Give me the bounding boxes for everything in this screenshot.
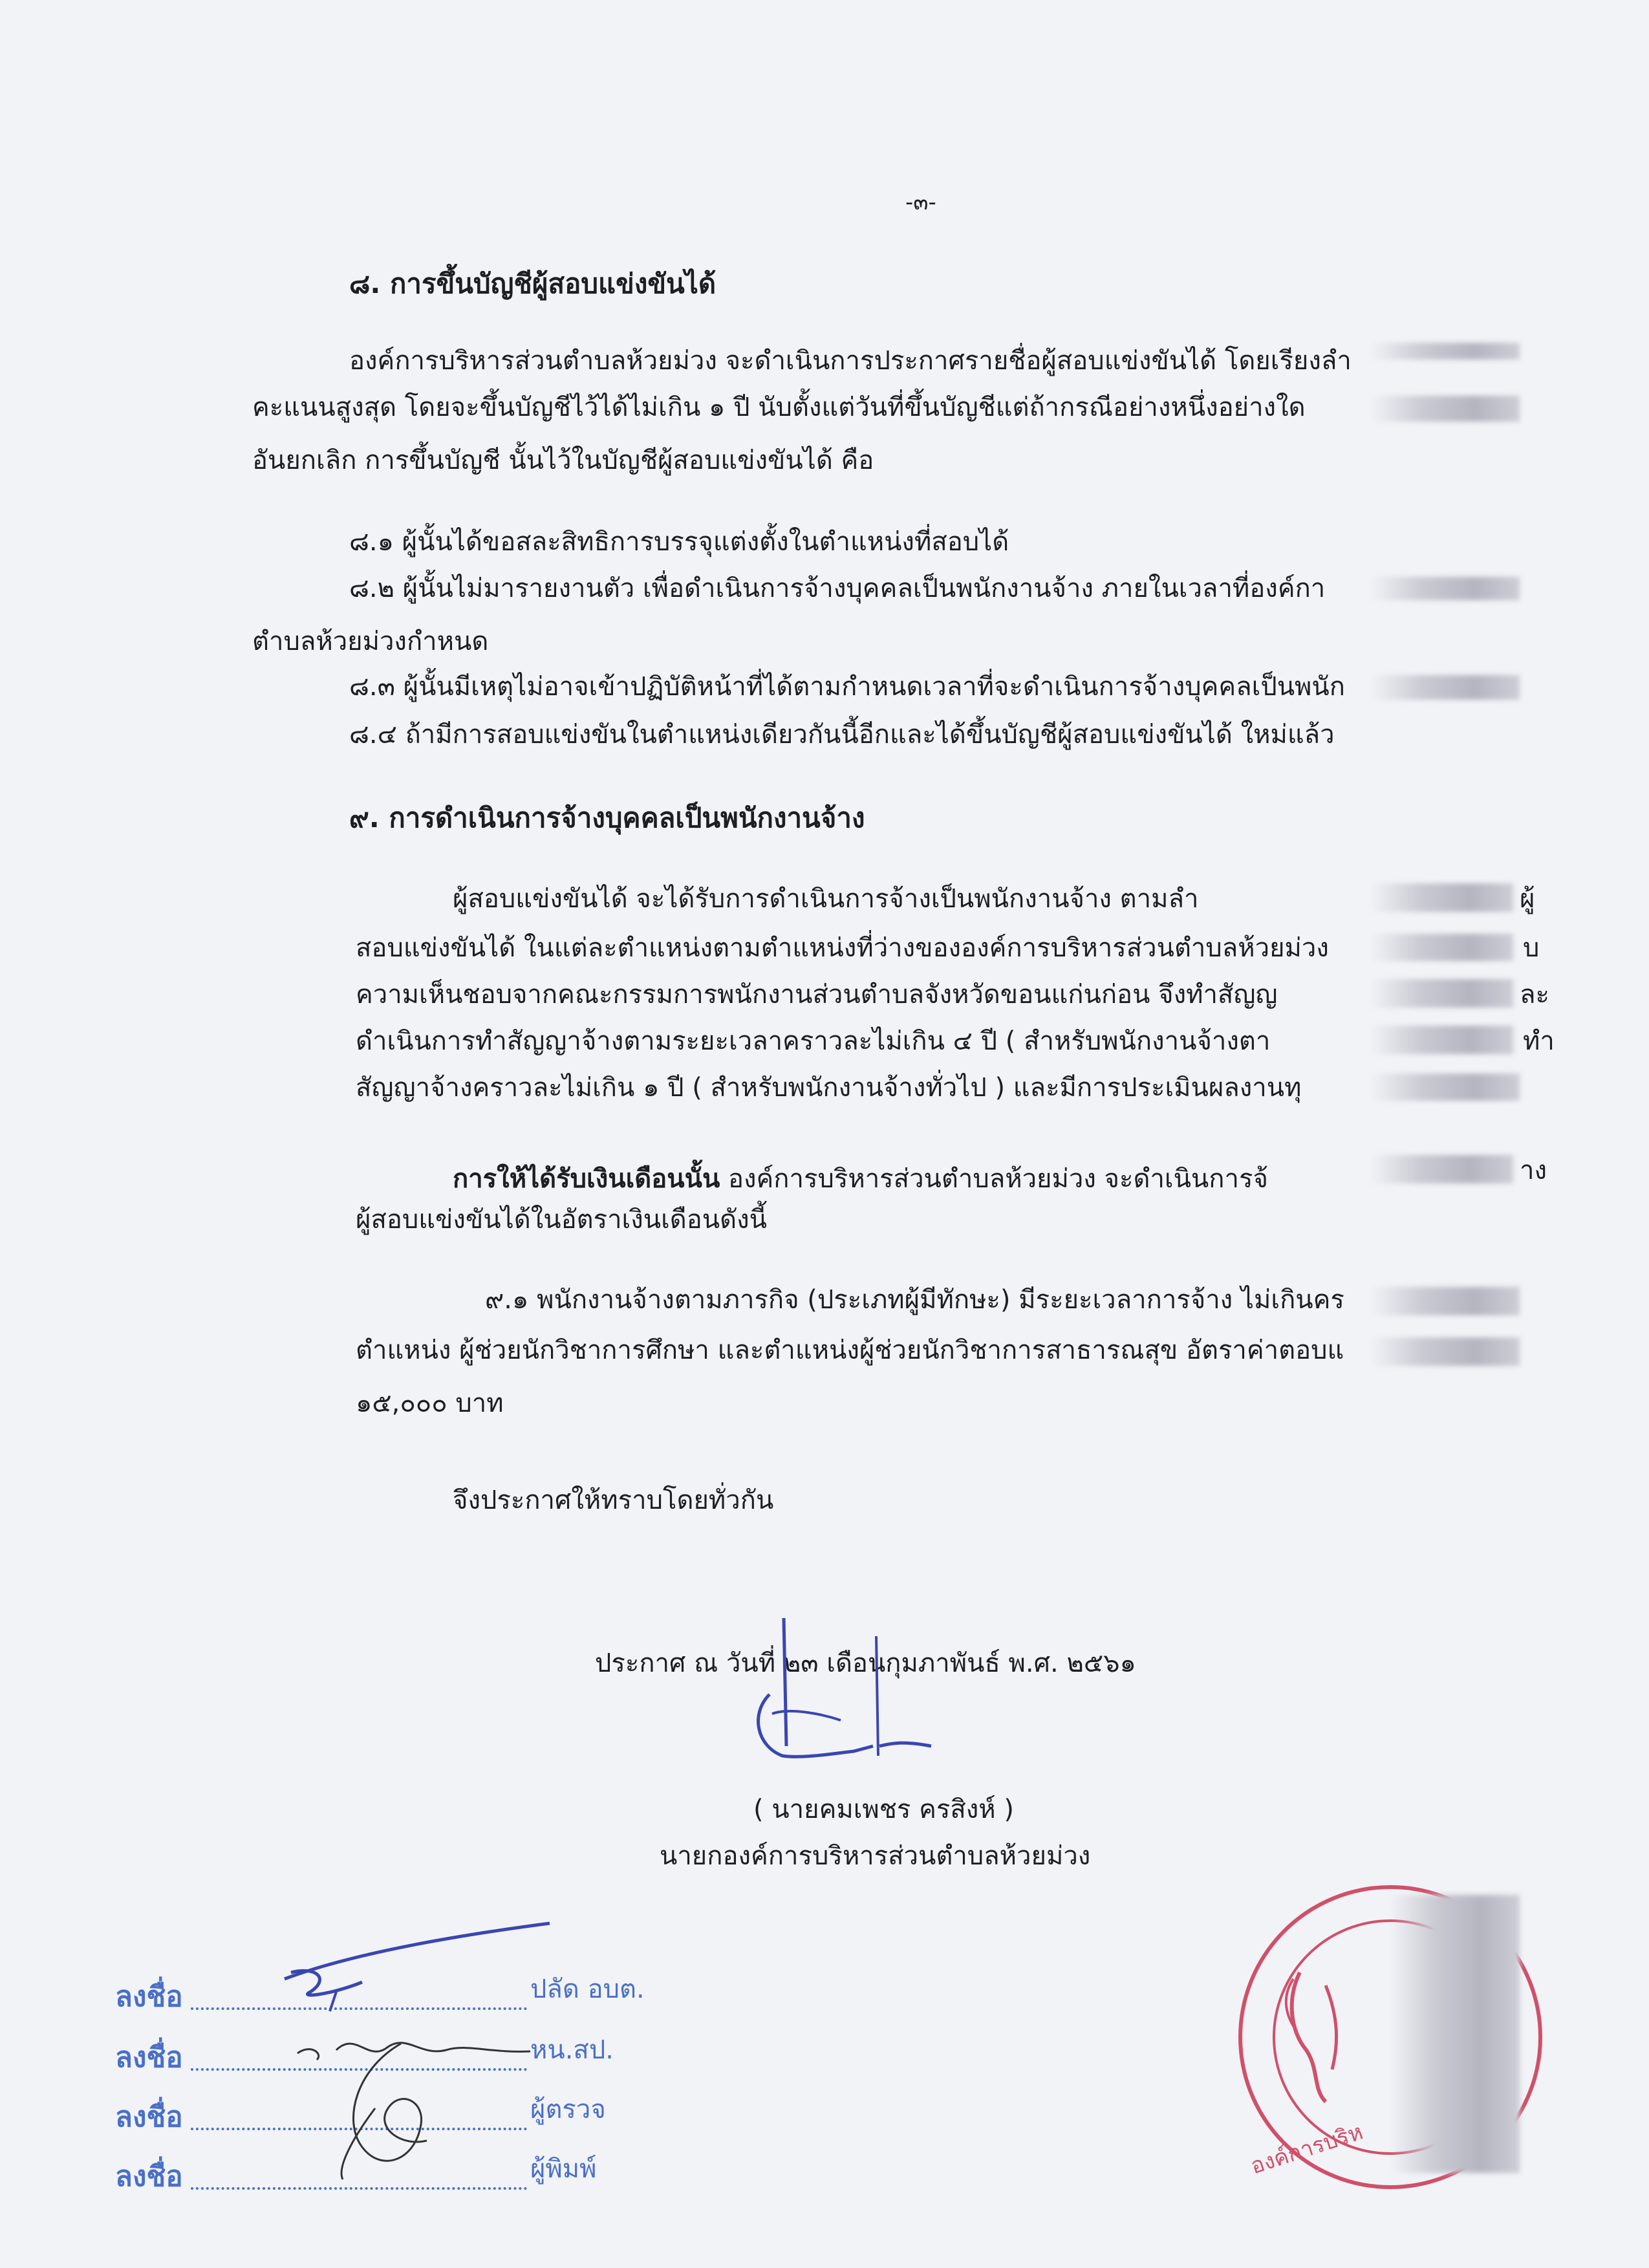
signer-title: นายกองค์การบริหารส่วนตำบลห้วยม่วง (660, 1841, 1091, 1871)
redaction-bar (1371, 1026, 1513, 1054)
salary-tail: าง (1520, 1156, 1547, 1185)
redaction-bar (1371, 1337, 1520, 1366)
section-9-para-line-4: ดำเนินการทำสัญญาจ้างตามระยะเวลาคราวละไม่เกิน ๔ ปี ( สำหรับพนักงานจ้างตา (356, 1026, 1271, 1056)
redaction-bar (1371, 577, 1520, 600)
sign-label: ลงชื่อ (115, 2160, 183, 2193)
section-9-heading: ๙. การดำเนินการจ้างบุคคลเป็นพนักงานจ้าง (349, 802, 865, 834)
sign-role: ปลัด อบต. (530, 1974, 645, 2004)
redaction-bar (1371, 1287, 1520, 1315)
section-8-heading: ๘. การขึ้นบัญชีผู้สอบแข่งขันได้ (349, 268, 717, 299)
seal-text: องค์การบริห (1247, 2119, 1366, 2180)
redaction-bar (1371, 343, 1520, 360)
redaction-bar (1371, 396, 1520, 422)
item-9-1-line-1: ๙.๑ พนักงานจ้างตามภารกิจ (ประเภทผู้มีทักษะ) มีระยะเวลาการจ้าง ไม่เกินคร (485, 1285, 1344, 1315)
section-8-item-3: ๘.๓ ผู้นั้นมีเหตุไม่อาจเข้าปฏิบัติหน้าที่ได้ตามกำหนดเวลาที่จะดำเนินการจ้างบุคคลเป็นพนัก (349, 672, 1345, 702)
section-9-para-line-2: สอบแข่งขันได้ ในแต่ละตำแหน่งตามตำแหน่งที่ว่างขององค์การบริหารส่วนตำบลห้วยม่วง (356, 933, 1329, 963)
section-8-para-line-1: องค์การบริหารส่วนตำบลห้วยม่วง จะดำเนินการประกาศรายชื่อผู้สอบแข่งขันได้ โดยเรียงลำ (349, 346, 1352, 376)
signer-name: ( นายคมเพชร ครสิงห์ ) (753, 1795, 1014, 1824)
section-8-item-1: ๘.๑ ผู้นั้นได้ขอสละสิทธิการบรรจุแต่งตั้งในตำแหน่งที่สอบได้ (349, 527, 1009, 557)
section-8-item-2: ๘.๒ ผู้นั้นไม่มารายงานตัว เพื่อดำเนินการจ้างบุคคลเป็นพนักงานจ้าง ภายในเวลาที่องค์กา (349, 574, 1326, 603)
section-9-para-line-1: ผู้สอบแข่งขันได้ จะได้รับการดำเนินการจ้างเป็นพนักงานจ้าง ตามลำ (453, 884, 1199, 914)
redaction-bar (1371, 979, 1513, 1008)
redaction-bar (1371, 1074, 1520, 1101)
item-9-1-line-3: ๑๕,๐๐๐ บาท (356, 1388, 504, 1418)
tail-2: บ (1523, 933, 1540, 963)
sign-role: ผู้ตรวจ (530, 2095, 606, 2124)
salary-bold: การให้ได้รับเงินเดือนนั้น (453, 1164, 720, 1194)
item-9-1-line-2: ตำแหน่ง ผู้ช่วยนักวิชาการศึกษา และตำแหน่งผู้ช่วยนักวิชาการสาธารณสุข อัตราค่าตอบแ (356, 1335, 1344, 1365)
tail-1: ผู้ (1520, 884, 1535, 914)
sign-role: ผู้พิมพ์ (530, 2154, 597, 2184)
salary-line-2: ผู้สอบแข่งขันได้ในอัตราเงินเดือนดังนี้ (356, 1205, 767, 1235)
section-8-item-2-cont: ตำบลห้วยม่วงกำหนด (252, 627, 489, 656)
signature-mark (744, 1617, 1015, 1798)
sign-label: ลงชื่อ (115, 1980, 183, 2013)
redaction-bar (1371, 934, 1513, 961)
section-9-para-line-5: สัญญาจ้างคราวละไม่เกิน ๑ ปี ( สำหรับพนักงานจ้างทั่วไป ) และมีการประเมินผลงานทุ (356, 1073, 1302, 1103)
page-number: -๓- (905, 189, 936, 215)
closing-text: จึงประกาศให้ทราบโดยทั่วกัน (453, 1485, 774, 1515)
section-9-para-line-3: ความเห็นชอบจากคณะกรรมการพนักงานส่วนตำบลจังหวัดขอนแก่นก่อน จึงทำสัญญ (356, 980, 1278, 1010)
sign-label: ลงชื่อ (115, 2041, 183, 2074)
sign-role: หน.สป. (530, 2035, 614, 2065)
initials-scribble (259, 1914, 582, 2192)
salary-rest: องค์การบริหารส่วนตำบลห้วยม่วง จะดำเนินการจ้ (720, 1164, 1268, 1194)
salary-line-1 (453, 1158, 1268, 1199)
redaction-bar (1371, 1155, 1513, 1183)
tail-3: ละ (1520, 980, 1549, 1010)
tail-4: ทำ (1523, 1026, 1555, 1056)
redaction-bar (1371, 883, 1513, 912)
section-8-item-4: ๘.๔ ถ้ามีการสอบแข่งขันในตำแหน่งเดียวกันนี้อีกและได้ขึ้นบัญชีผู้สอบแข่งขันได้ ใหม่แล้ว (349, 720, 1335, 750)
sign-label: ลงชื่อ (115, 2101, 183, 2133)
section-8-para-line-3: อันยกเลิก การขึ้นบัญชี นั้นไว้ในบัญชีผู้สอบแข่งขันได้ คือ (252, 446, 874, 475)
announce-date: ประกาศ ณ วันที่ ๒๓ เดือนกุมภาพันธ์ พ.ศ. ๒๕๖๑ (595, 1648, 1136, 1678)
section-8-para-line-2: คะแนนสูงสุด โดยจะขึ้นบัญชีไว้ได้ไม่เกิน ๑ ปี นับตั้งแต่วันที่ขึ้นบัญชีแต่ถ้ากรณีอย่างหนึ่งอย่างใด (252, 393, 1306, 422)
redaction-bar (1371, 675, 1520, 700)
seal-redaction (1390, 1895, 1520, 2173)
